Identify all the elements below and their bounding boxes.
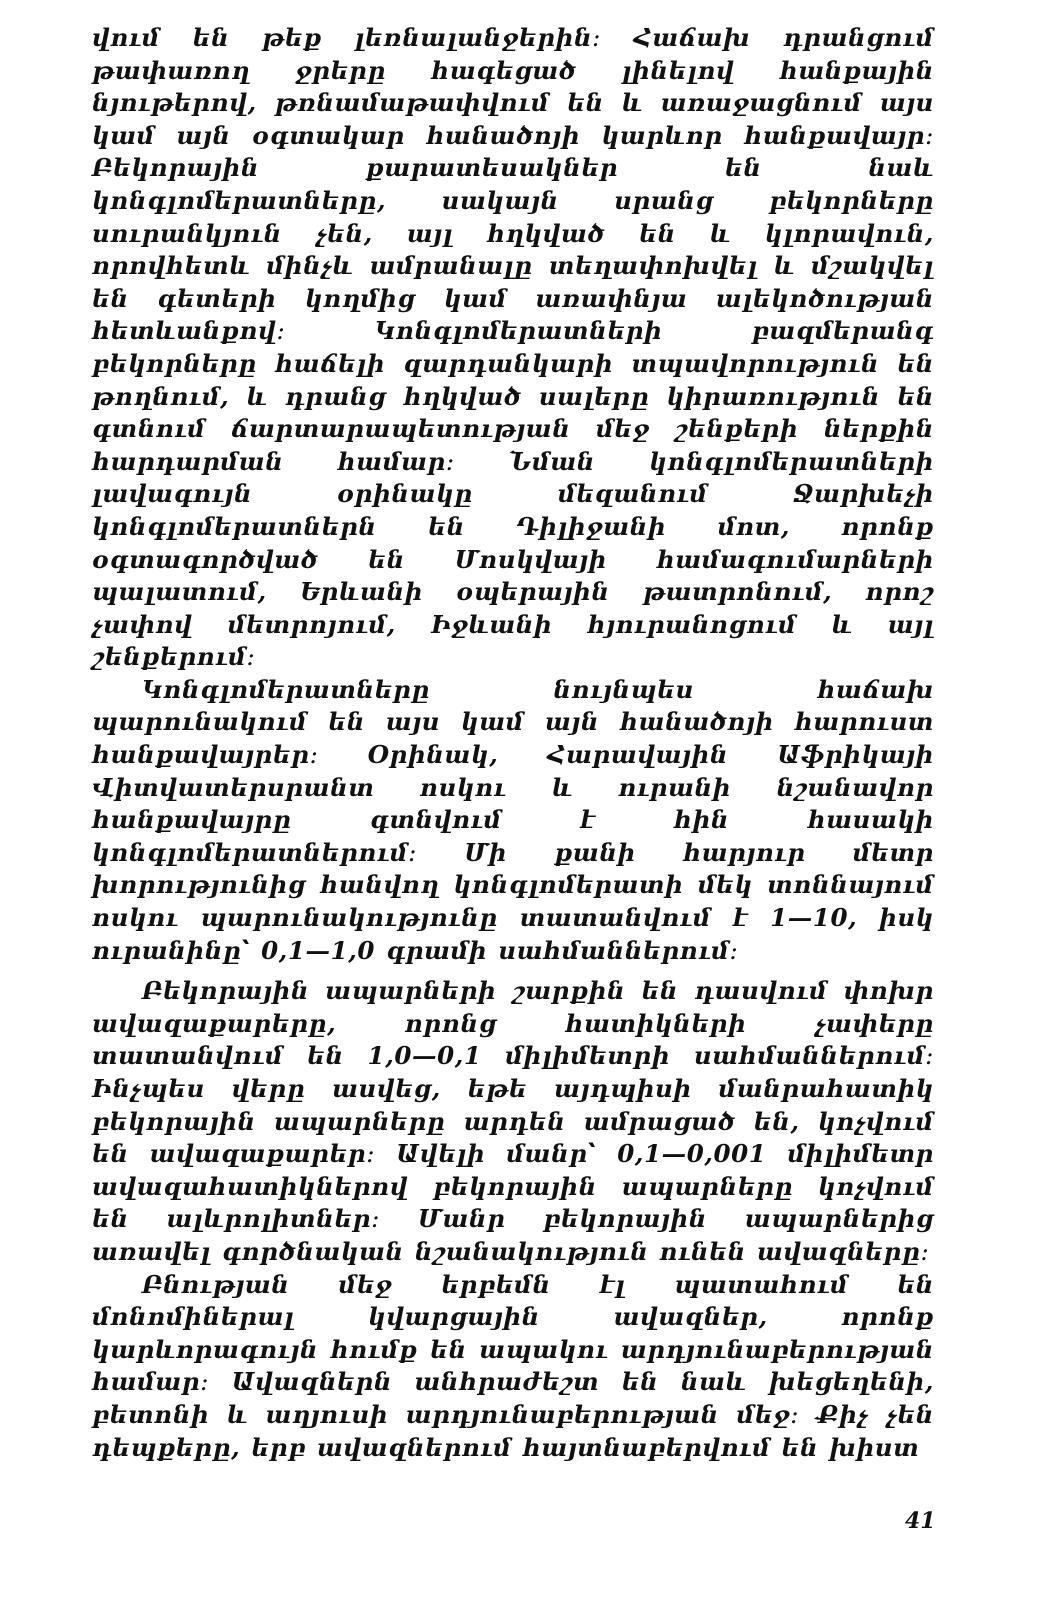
paragraph-3: Բեկորային ապարների շարքին են դասվում փոխր ավազաքարերը, որոնց հատիկների չափերը տատանվում են 1,0—0,1 միլիմետրի սահմաններում։ Ինչպես վերը ասվեց, եթե այդպիսի մանրահատիկ բեկորային ապարները արդեն ամրացած են, կոչվում են ավազաքարեր։ Ավելի մանր՝ 0,1—0,001 միլիմետր ավազահատիկներով բեկորային ապարները կոչվում են ալևրոլիտներ։ Մանր բեկորային ապարներից առավել գործնական նշանակություն ունեն ավազները։ bbox=[92, 976, 934, 1266]
paragraph-1: վում են թեք լեռնալանջերին։ Հաճախ դրանցում թափառող ջրերը հագեցած լինելով հանքային նյութերով, թռնամաթափվում են և առաջացնում այս կամ այն օգտակար հանածոյի կարևոր հանքավայր։ Բեկորային քարատեսակներ են նաև կոնգլոմերատները, սակայն սրանց բեկորները սուրանկյուն չեն, այլ հղկված են և կլորավուն, որովհետև մինչև ամրանալը տեղափոխվել և մշակվել են գետերի կողմից կամ առափնյա ալեկոծության հետևանքով։ Կոնգլոմերատների բազմերանգ բեկորները հաճելի զարդանկարի տպավորություն են թողնում, և դրանց հղկված սալերը կիրառություն են գտնում ճարտարապետության մեջ շենքերի ներքին հարդարման համար։ Նման կոնգլոմերատների լավագույն օրինակը մեզանում Ջարխեչի կոնգլոմերատներն են Դիլիջանի մոտ, որոնք օգտագործված են Մոսկվայի համագումարների պալատում, Երևանի օպերային թատրոնում, որոշ չափով մետրոյում, Իջևանի հյուրանոցում և այլ շենքերում։ bbox=[92, 23, 934, 672]
page-number: 41 bbox=[905, 1508, 936, 1534]
paragraph-2: Կոնգլոմերատները նույնպես հաճախ պարունակում են այս կամ այն հանածոյի հարուստ հանքավայրեր։ Օրինակ, Հարավային Աֆրիկայի Վիտվատերսրանտ ոսկու և ուրանի նշանավոր հանքավայրը գտնվում է հին հասակի կոնգլոմերատներում։ Մի քանի հարյուր մետր խորությունից հանվող կոնգլոմերատի մեկ տոննայում ոսկու պարունակությունը տատանվում է 1—10, իսկ ուրանինը՝ 0,1—1,0 գրամի սահմաններում։ bbox=[92, 674, 934, 965]
page-body bbox=[92, 22, 934, 1582]
paragraph-4: Բնության մեջ երբեմն էլ պատահում են մոնոմիներալ կվարցային ավազներ, որոնք կարևորագույն հումք են ապակու արդյունաբերության համար։ Ավազներն անհրաժեշտ են նաև խեցեղենի, բետոնի և աղյուսի արդյունաբերության մեջ։ Քիչ չեն դեպքերը, երբ ավազներում հայտնաբերվում են խիստ bbox=[92, 1269, 934, 1462]
